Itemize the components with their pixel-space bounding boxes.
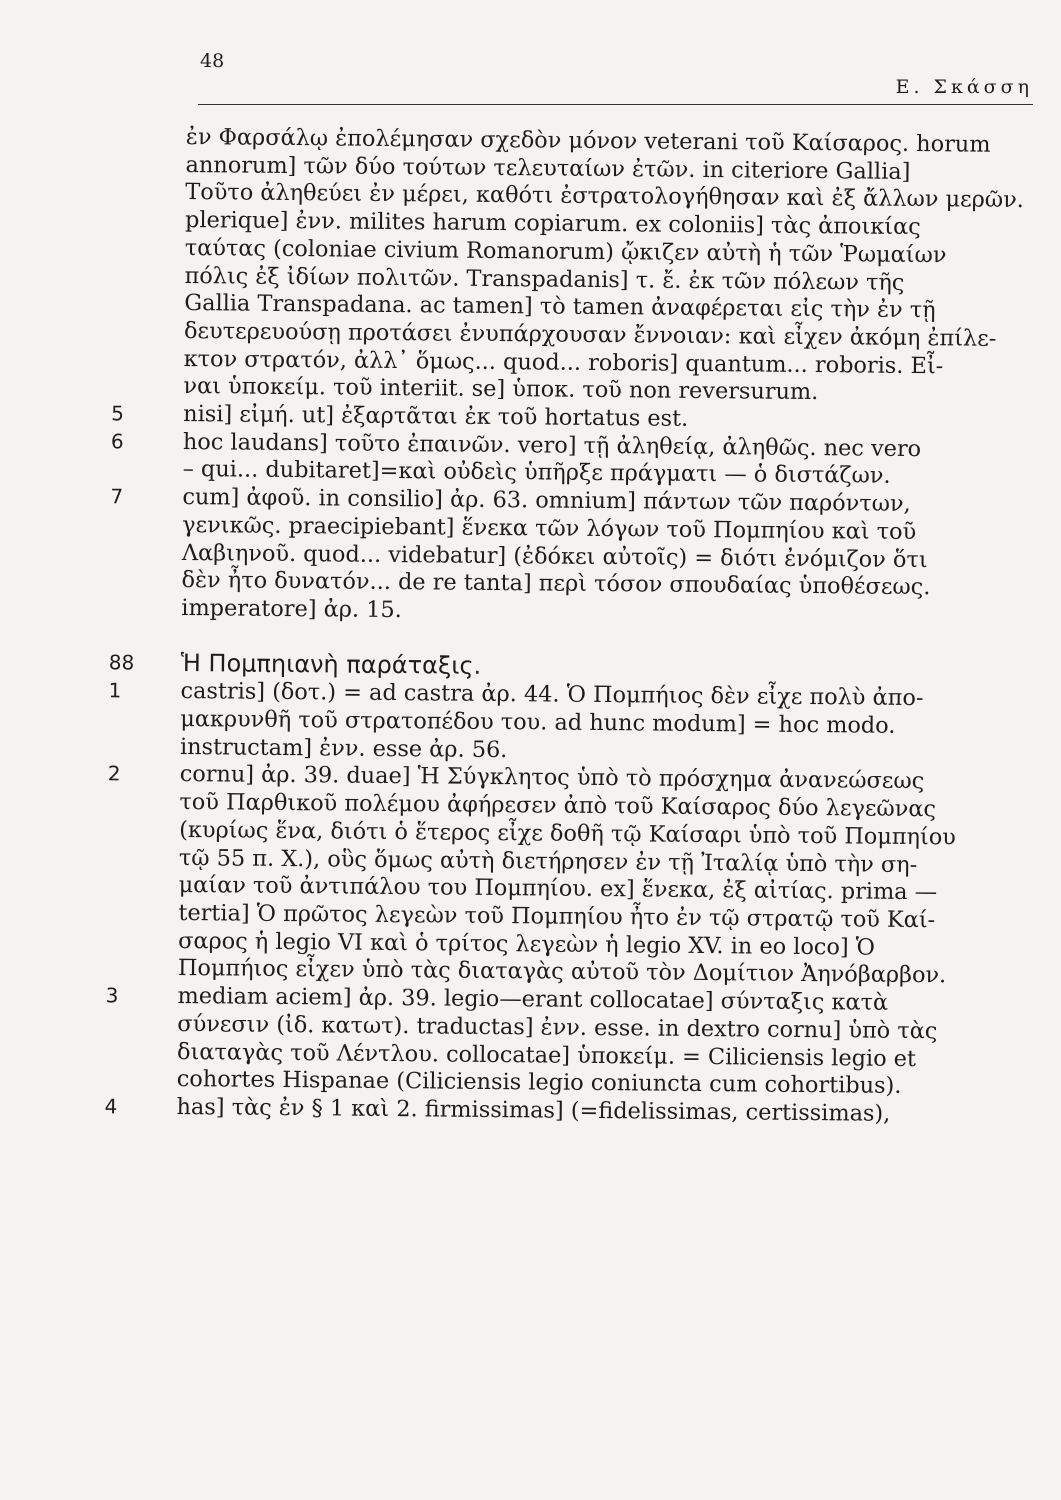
text-line: ναι ὑποκείμ. τοῦ interiit. se] ὑποκ. τοῦ non reversurum. [183, 373, 819, 406]
text-line: δὲν ἦτο δυνατόν... de re tanta] περὶ τόσον σπουδαίας ὑποθέσεως. [181, 567, 931, 601]
text-line: annorum] τῶν δύο τούτων τελευταίων ἐτῶν. in citeriore Gallia] [185, 151, 911, 185]
text-line: ταύτας (coloniae civium Romanorum) ᾤκιζεν αὐτὴ ἡ τῶν Ῥωμαίων [184, 234, 947, 269]
text-line: μαίαν τοῦ ἀντιπάλου του Πομπηίου. ex] ἕνεκα, ἐξ αἰτίας. prima — [178, 872, 938, 906]
text-line: – qui... dubitaret]=καὶ οὐδεὶς ὑπῆρξε πράγματι — ὁ διστάζων. [182, 456, 891, 490]
header-rule [198, 104, 1033, 105]
text-line: tertia] Ὁ πρῶτος λεγεὼν τοῦ Πομπηίου ἦτο ἐν τῷ στρατῷ τοῦ Καί- [178, 899, 936, 934]
line-text: nisi] εἰμή. ut] ἐξαρτᾶται ἐκ τοῦ hortatus est. [183, 401, 689, 432]
page-number: 48 [200, 50, 225, 72]
text-line: γενικῶς. praecipiebant] ἕνεκα τῶν λόγων τοῦ Πομπηίου καὶ τοῦ [182, 511, 917, 545]
text-line: διαταγὰς τοῦ Λέντλου. collocatae] ὑποκείμ. = Ciliciensis legio et [176, 1038, 917, 1072]
text-line: plerique] ἐνν. milites harum copiarum. ex coloniis] τὰς ἀποικίας [184, 207, 921, 241]
section-heading: Ἡ Πομπηιανὴ παράταξις. [180, 648, 482, 680]
line-text: cum] ἀφοῦ. in consilio] ἀρ. 63. omnium] πάντων τῶν παρόντων, [182, 484, 911, 518]
line-number: 7 [110, 484, 124, 509]
text-line: σύνεσιν (ἰδ. κατωτ). traductas] ἐνν. esse. in dextro cornu] ὑπὸ τὰς [177, 1010, 938, 1045]
line-text: mediam aciem] ἀρ. 39. legio—erant collocatae] σύνταξις κατὰ [177, 983, 889, 1016]
text-line: μακρυνθῆ τοῦ στρατοπέδου του. ad hunc modum] = hoc modo. [180, 706, 896, 739]
text-line: πόλις ἐξ ἰδίων πολιτῶν. Transpadanis] τ. ἔ. ἐκ τῶν πόλεων τῆς [184, 262, 905, 296]
text-line: cohortes Hispanae (Ciliciensis legio coniuncta cum cohortibus). [176, 1066, 902, 1100]
line-text: cornu] ἀρ. 39. duae] Ἡ Σύγκλητος ὑπὸ τὸ πρόσχημα ἀνανεώσεως [179, 761, 925, 795]
line-number: 5 [111, 401, 125, 426]
text-line: Τοῦτο ἀληθεύει ἐν μέρει, καθότι ἐστρατολογήθησαν καὶ ἐξ ἄλλων μερῶν. [185, 179, 1024, 214]
line-number: 4 [104, 1094, 118, 1119]
line-number: 1 [108, 678, 122, 703]
line-text: has] τὰς ἐν § 1 καὶ 2. firmissimas] (=fidelissimas, certissimas), [176, 1093, 891, 1127]
text-line: (κυρίως ἕνα, διότι ὁ ἕτερος εἶχε δοθῆ τῷ Καίσαρι ὑπὸ τοῦ Πομπηίου [179, 816, 957, 851]
commentary-text [104, 124, 1024, 1130]
line-number: 2 [107, 761, 121, 786]
text-line: imperatore] ἀρ. 15. [181, 594, 402, 624]
line-number: 3 [105, 983, 119, 1008]
text-line: κτον στρατόν, ἀλλ᾽ ὅμως... quod... roboris] quantum... roboris. Εἶ- [183, 345, 944, 379]
line-text: hoc laudans] τοῦτο ἐπαινῶν. vero] τῇ ἀληθείᾳ, ἀληθῶς. nec vero [182, 428, 922, 462]
text-line: Λαβιηνοῦ. quod... videbatur] (ἐδόκει αὐτοῖς) = διότι ἐνόμιζον ὅτι [181, 539, 928, 573]
text-line: ἐν Φαρσάλῳ ἐπολέμησαν σχεδὸν μόνον veterani τοῦ Καίσαρος. horum [185, 124, 991, 158]
text-line: Πομπήιος εἶχεν ὑπὸ τὰς διαταγὰς αὐτοῦ τὸν Δομίτιον Ἀηνόβαρβον. [177, 955, 947, 989]
chapter-number: 88 [108, 649, 135, 675]
text-line: δευτερευούσῃ προτάσει ἐνυπάρχουσαν ἔννοιαν: καὶ εἶχεν ἀκόμη ἐπίλε- [183, 317, 997, 352]
text-line: Gallia Transpadana. ac tamen] τὸ tamen ἀναφέρεται εἰς τὴν ἐν τῇ [184, 290, 936, 324]
line-number: 6 [110, 429, 124, 454]
text-line: τοῦ Παρθικοῦ πολέμου ἀφήρεσεν ἀπὸ τοῦ Καίσαρος δύο λεγεῶνας [179, 789, 937, 823]
text-line: instructam] ἐνν. esse ἀρ. 56. [179, 733, 508, 763]
running-head: Ε. Σκάσση [895, 76, 1033, 98]
line-text: castris] (δοτ.) = ad castra ἀρ. 44. Ὁ Πομπήιος δὲν εἶχε πολὺ ἀπο- [180, 678, 924, 712]
text-line: τῷ 55 π. Χ.), οὓς ὅμως αὐτὴ διετήρησεν ἐν τῇ Ἰταλίᾳ ὑπὸ τὴν ση- [178, 844, 918, 878]
text-line: σαρος ἡ legio VI καὶ ὁ τρίτος λεγεὼν ἡ legio XV. in eo loco] Ὁ [178, 927, 876, 961]
